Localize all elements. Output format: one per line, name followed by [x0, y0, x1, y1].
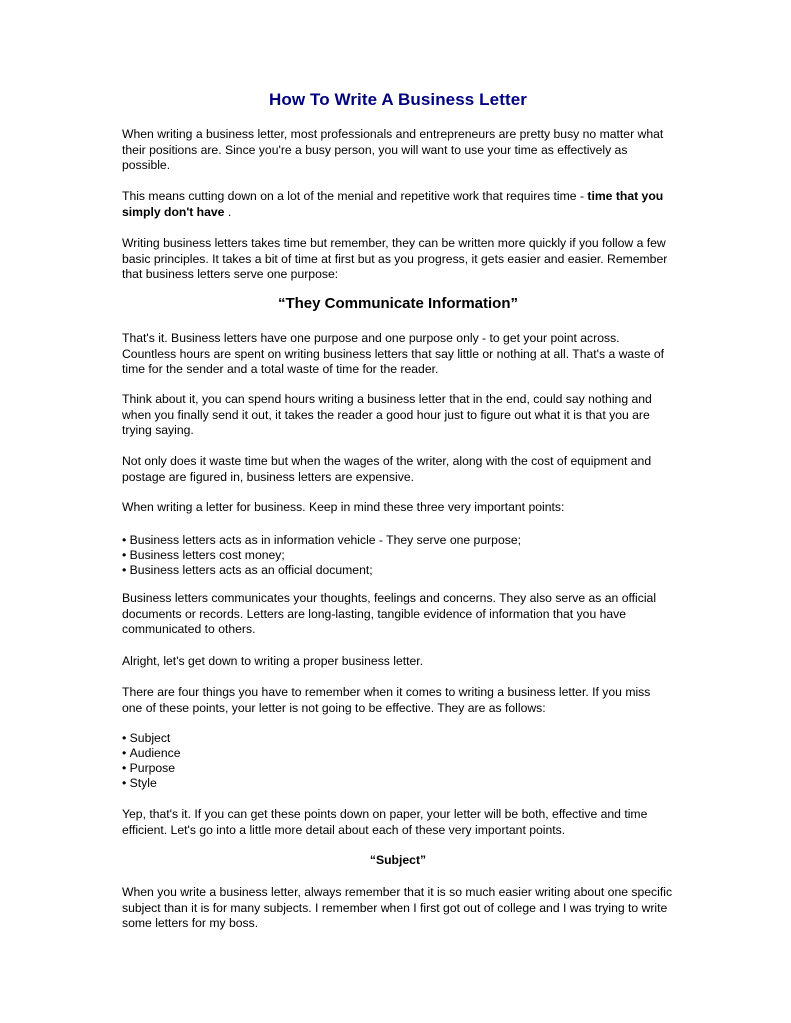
list-item: • Business letters cost money; [122, 548, 674, 563]
list-item: • Purpose [122, 761, 674, 776]
paragraph-four-things: There are four things you have to remember when it comes to writing a business letter. If you miss one of these points, your letter is not going to be effective. They are as follows: [122, 685, 651, 715]
paragraph-yep: Yep, that's it. If you can get these points down on paper, your letter will be both, effective and time efficient. Let's go into a little more detail about each of these very important points. [122, 807, 648, 837]
paragraph-think: Think about it, you can spend hours writing a business letter that in the end, could say nothing and when you finally send it out, it takes the reader a good hour just to figure out what it is that you are trying saying. [122, 392, 652, 438]
paragraph-principles: Writing business letters takes time but remember, they can be written more quickly if you follow a few basic principles. It takes a bit of time at first but as you progress, it gets easier and easier. Remember that business letters serve one purpose: [122, 236, 668, 282]
list-item: • Business letters acts as an official document; [122, 563, 674, 578]
paragraph-communicates: Business letters communicates your thoughts, feelings and concerns. They also serve as an official documents or records. Letters are long-lasting, tangible evidence of information that you have communicated to others. [122, 591, 657, 637]
paragraph-intro: When writing a business letter, most professionals and entrepreneurs are pretty busy no matter what their positions are. Since you're a busy person, you will want to use your time as effectively as possible. [122, 127, 664, 173]
paragraph-time-text: This means cutting down on a lot of the menial and repetitive work that requires time - [122, 189, 588, 203]
paragraph-points: When writing a letter for business. Keep in mind these three very important points: [122, 500, 565, 514]
paragraph-alright: Alright, let's get down to writing a proper business letter. [122, 654, 424, 668]
paragraph-cost: Not only does it waste time but when the wages of the writer, along with the cost of equipment and postage are figured in, business letters are expensive. [122, 454, 652, 484]
paragraph-subject: When you write a business letter, always remember that it is so much easier writing about one specific subject than it is for many subjects. I remember when I first got out of college and I was trying to write some letters for my boss. [122, 885, 673, 931]
list-key-points [122, 533, 674, 578]
heading-communicate-information: “They Communicate Information” [277, 295, 519, 312]
list-item: • Business letters acts as in information vehicle - They serve one purpose; [122, 533, 674, 548]
list-item: • Audience [122, 746, 674, 761]
document-title: How To Write A Business Letter [268, 90, 528, 109]
paragraph-time [122, 189, 674, 220]
paragraph-purpose: That's it. Business letters have one purpose and one purpose only - to get your point across. Countless hours are spent on writing business letters that say little or nothing at all. That's a waste of time for the sender and a total waste of time for the reader. [122, 331, 665, 377]
paragraph-time-bold: time that you simply don't have [122, 189, 664, 219]
list-item: • Style [122, 776, 674, 791]
list-item: • Subject [122, 731, 674, 746]
list-four-things [122, 731, 674, 791]
heading-subject: “Subject” [369, 853, 427, 867]
paragraph-time-end: . [224, 204, 232, 219]
